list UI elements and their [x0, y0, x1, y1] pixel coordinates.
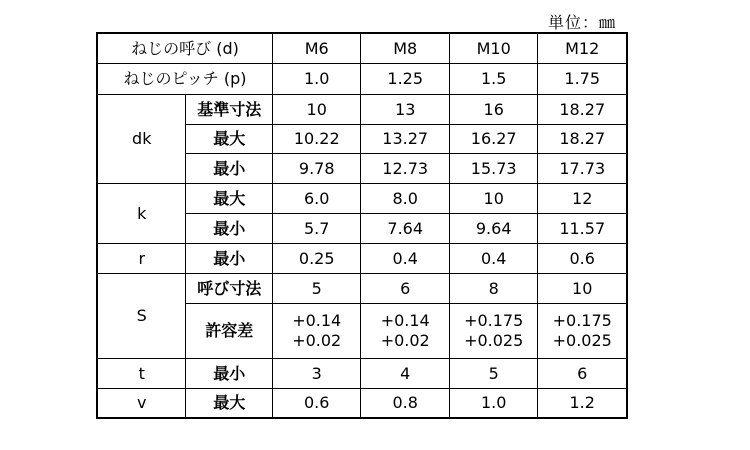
dimension-table [97, 33, 627, 418]
table-cell: 10.22 [272, 125, 360, 154]
size-header: M12 [538, 34, 627, 64]
table-cell: 10 [272, 95, 360, 125]
table-cell: 8.0 [361, 184, 449, 214]
v-label: v [98, 389, 186, 418]
size-header: M10 [449, 34, 537, 64]
table-cell: 1.0 [272, 64, 360, 95]
tolerance-cell: +0.175 +0.025 [449, 304, 537, 359]
thread-size-label: ねじの呼び (d) [98, 34, 273, 64]
table-cell: 1.2 [538, 389, 627, 418]
table-cell: 7.64 [361, 214, 449, 244]
table-cell: 0.4 [361, 244, 449, 274]
table-cell: 1.5 [449, 64, 537, 95]
table-cell: 0.6 [272, 389, 360, 418]
tolerance-cell: +0.14 +0.02 [361, 304, 449, 359]
row-sub-label: 最大 [186, 125, 273, 154]
table-cell: 3 [272, 359, 360, 389]
row-sub-label: 呼び寸法 [186, 274, 273, 304]
table-cell: 6.0 [272, 184, 360, 214]
row-sub-label: 最小 [186, 154, 273, 184]
table-cell: 5 [272, 274, 360, 304]
table-cell: 0.8 [361, 389, 449, 418]
table-cell: 1.0 [449, 389, 537, 418]
k-label: k [98, 184, 186, 244]
table-cell: 0.4 [449, 244, 537, 274]
dk-label: dk [98, 95, 186, 184]
table-row-t [98, 359, 627, 389]
row-sub-label: 最小 [186, 214, 273, 244]
table-cell: 12.73 [361, 154, 449, 184]
table-cell: 6 [538, 359, 627, 389]
table-cell: 5 [449, 359, 537, 389]
table-row-s-nominal [98, 274, 627, 304]
table-cell: 11.57 [538, 214, 627, 244]
tolerance-cell: +0.14 +0.02 [272, 304, 360, 359]
table-cell: 18.27 [538, 95, 627, 125]
table-cell: 13 [361, 95, 449, 125]
row-sub-label: 許容差 [186, 304, 273, 359]
table-row-r [98, 244, 627, 274]
s-label: S [98, 274, 186, 359]
table-cell: 13.27 [361, 125, 449, 154]
size-header: M8 [361, 34, 449, 64]
table-cell: 9.64 [449, 214, 537, 244]
table-cell: 6 [361, 274, 449, 304]
table-cell: 10 [449, 184, 537, 214]
table-cell: 9.78 [272, 154, 360, 184]
row-sub-label: 最大 [186, 184, 273, 214]
table-row-header [98, 34, 627, 64]
table-cell: 16 [449, 95, 537, 125]
unit-label: 単位：㎜ [548, 13, 617, 32]
table-cell: 1.75 [538, 64, 627, 95]
row-sub-label: 最大 [186, 389, 273, 418]
table-cell: 16.27 [449, 125, 537, 154]
table-cell: 8 [449, 274, 537, 304]
table-cell: 15.73 [449, 154, 537, 184]
row-sub-label: 最小 [186, 244, 273, 274]
table-cell: 0.25 [272, 244, 360, 274]
table-row-k-max [98, 184, 627, 214]
table-cell: 0.6 [538, 244, 627, 274]
table-row-v [98, 389, 627, 418]
tolerance-cell: +0.175 +0.025 [538, 304, 627, 359]
r-label: r [98, 244, 186, 274]
table-cell: 18.27 [538, 125, 627, 154]
t-label: t [98, 359, 186, 389]
table-cell: 10 [538, 274, 627, 304]
pitch-label: ねじのピッチ (p) [98, 64, 273, 95]
table-cell: 12 [538, 184, 627, 214]
table-cell: 17.73 [538, 154, 627, 184]
table-cell: 5.7 [272, 214, 360, 244]
row-sub-label: 最小 [186, 359, 273, 389]
table-row-dk-nominal [98, 95, 627, 125]
row-sub-label: 基準寸法 [186, 95, 273, 125]
table-row-pitch [98, 64, 627, 95]
table-cell: 1.25 [361, 64, 449, 95]
table-cell: 4 [361, 359, 449, 389]
size-header: M6 [272, 34, 360, 64]
